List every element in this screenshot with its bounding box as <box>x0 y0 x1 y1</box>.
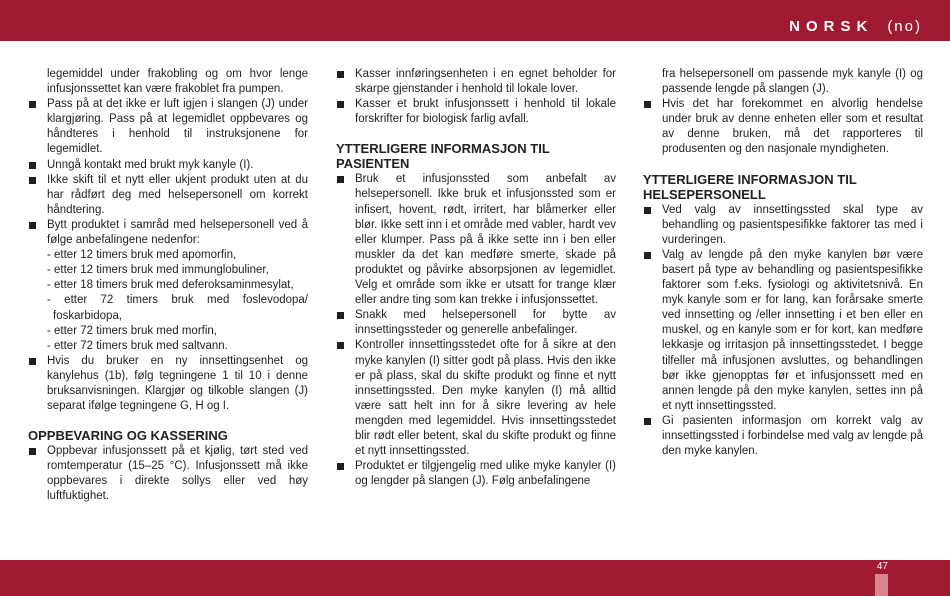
sub-item: - etter 72 timers bruk med morfin, <box>47 324 217 337</box>
bullet-item: Hvis det har forekommet en alvorlig hendelse under bruk av denne enheten eller som et resultat av denne bruken, må det rapporteres til produsenten og den nasjonale myndigheten. <box>643 97 923 157</box>
sub-item: - etter 72 timers bruk med foslevodopa/ <box>47 294 308 307</box>
section-heading: YTTERLIGERE INFORMASJON TIL HELSEPERSONELL <box>643 171 857 202</box>
bullet-item: Hvis du bruker en ny innsettingsenhet og kanylehus (1b), følg tegningene 1 til 10 i denne bruksanvisningen. Klargjør og tilkoble slangen (J) separat ifølge tegningene G, H og I. <box>28 354 308 414</box>
bullet-item: Snakk med helsepersonell for bytte av innsettingssteder og generelle anbefalinger. <box>336 308 616 338</box>
sub-item: - etter 18 timers bruk med deferoksaminmesylat, <box>47 279 294 292</box>
bullet-item: Produktet er tilgjengelig med ulike myke kanyler (I) og lengder på slangen (J). Følg anbefalingene <box>336 459 616 489</box>
bullet-item: Kasser innføringsenheten i en egnet beholder for skarpe gjenstander i henhold til lokale lover. <box>336 67 616 97</box>
language-code: (no) <box>887 18 922 35</box>
language-name: NORSK <box>789 18 874 35</box>
column-1 <box>28 67 308 505</box>
sub-item: - etter 12 timers bruk med apomorfin, <box>47 249 237 262</box>
bullet-item: Kasser et brukt infusjonssett i henhold til lokale forskrifter for biologisk farlig avfall. <box>336 97 616 127</box>
bullet-item: Pass på at det ikke er luft igjen i slangen (J) under klargjøring. Pass på at legemidlet oppbevares og håndteres i henhold til instruksjonene for legemidlet. <box>28 97 308 157</box>
bullet-item: Ved valg av innsettingssted skal type av behandling og pasientspesifikke faktorer tas med i vurderingen. <box>643 203 923 248</box>
sub-item: - etter 12 timers bruk med immunglobuliner, <box>47 264 269 277</box>
header-bar <box>0 0 950 41</box>
bullet-item: Unngå kontakt med brukt myk kanyle (I). <box>28 158 308 173</box>
bullet-item: Oppbevar infusjonssett på et kjølig, tørt sted ved romtemperatur (15–25 °C). Infusjonssett må ikke oppbevares i direkte sollys eller ved høy luftfuktighet. <box>28 444 308 504</box>
section-heading: OPPBEVARING OG KASSERING <box>28 428 228 444</box>
bullet-item: Kontroller innsettingsstedet ofte for å sikre at den myke kanylen (I) sitter godt på plass. Hvis den ikke er på plass, skal du skifte produkt og finne et nytt innsettingssted. Den myke kanylen (I) må alltid være satt helt inn for å sikre levering av hele mengden med legemiddel. Hvis innsettingsstedet blir rødt eller betent, skal du skifte produkt og finne et nytt innsettingssted. <box>336 338 616 459</box>
bullet-item: Valg av lengde på den myke kanylen bør være basert på type av behandling og pasientspesifikke faktorer som f.eks. fysiologi og aktivitetsnivå. En myk kanyle som er for lang, kan forårsake smerte ved innsetting og /eller innsetting i et ben eller en muskel, og en kanyle som er for kort, kan medføre lekkasje og irritasjon på innsettingsstedet. I begge tilfeller må infusjonen avsluttes, og behandlingen bør ikke gjenopptas før et infusjonssett med en annen lengde på den myke kanylen, settes inn på et nytt innsettingssted. <box>643 248 923 414</box>
bullet-item: Bytt produktet i samråd med helsepersonell ved å følge anbefalingene nedenfor: <box>28 218 308 248</box>
footer-bar <box>0 560 950 596</box>
sub-item: foskarbidopa, <box>53 309 123 322</box>
continued-text: legemiddel under frakobling og om hvor lenge infusjonssettet kan være frakoblet fra pumpen. <box>47 68 308 96</box>
column-3 <box>643 67 923 459</box>
page-tab <box>875 574 888 596</box>
page-number: 47 <box>876 561 888 572</box>
language-label <box>789 18 922 35</box>
sub-item: - etter 72 timers bruk med saltvann. <box>47 339 228 352</box>
continued-text: fra helsepersonell om passende myk kanyle (I) og passende lengde på slangen (J). <box>662 68 923 96</box>
bullet-item: Ikke skift til et nytt eller ukjent produkt uten at du har rådført deg med helsepersonell om korrekt håndtering. <box>28 173 308 218</box>
column-2 <box>336 67 616 489</box>
bullet-item: Gi pasienten informasjon om korrekt valg av innsettingssted i forbindelse med valg av lengde på den myke kanylen. <box>643 414 923 459</box>
section-heading: YTTERLIGERE INFORMASJON TIL PASIENTEN <box>336 141 550 172</box>
bullet-item: Bruk et infusjonssted som anbefalt av helsepersonell. Ikke bruk et infusjonssted som er infisert, hovent, rødt, irritert, har blåmerker eller blør. Ikke sett inn i et område med vabler, hardt vev eller klumper. Pass på å ikke sette inn i ben eller muskler da det kan medføre smerte, skade på produktet og påvirke absorpsjonen av legemidlet. Velg et område som ikke er utsatt for trange klær eller andre ting som kan trekke i infusjonssettet. <box>336 172 616 308</box>
